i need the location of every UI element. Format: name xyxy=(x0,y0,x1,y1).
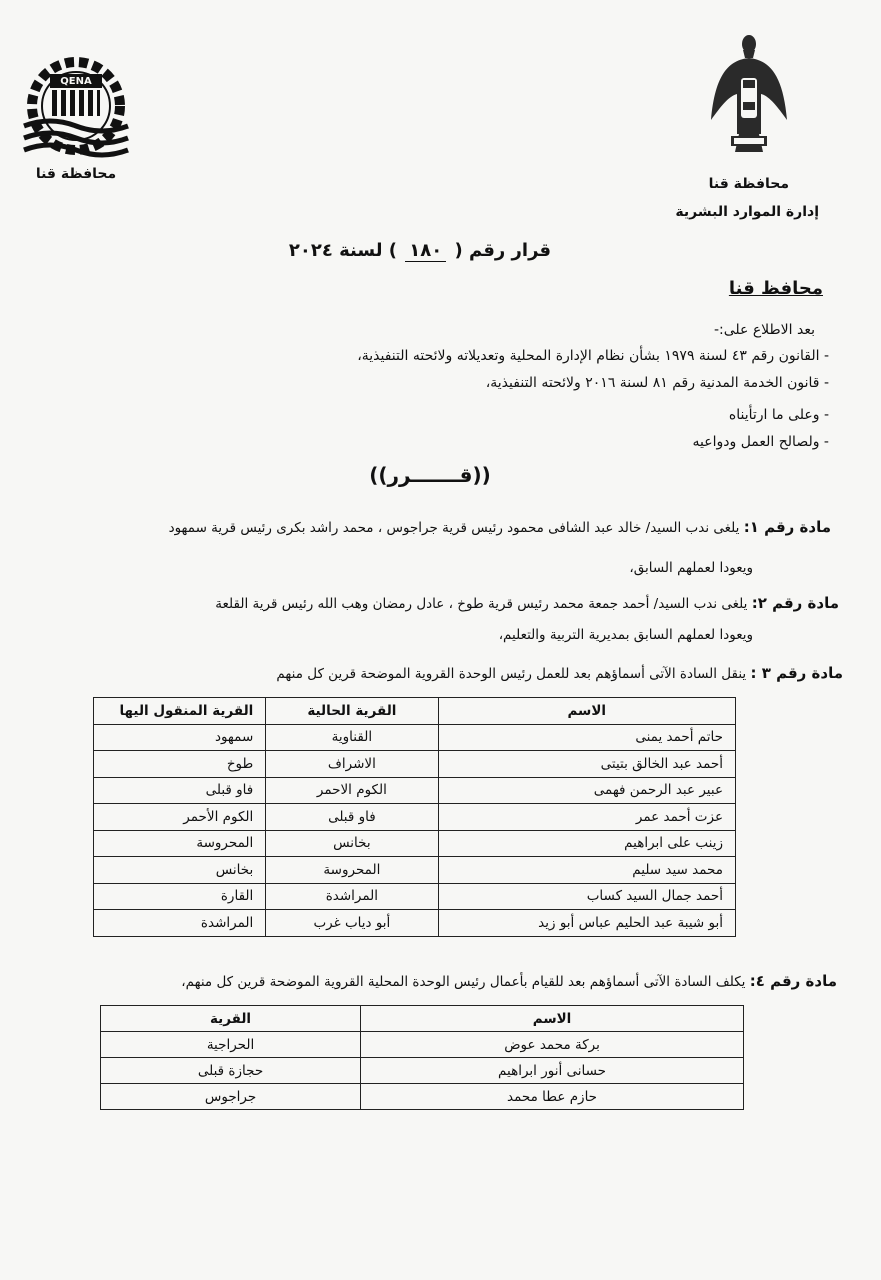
article-text: ينقل السادة الآتى أسماؤهم بعد للعمل رئيس الوحدة القروية الموضحة قرين كل منهم xyxy=(276,666,747,682)
table-cell: جراجوس xyxy=(101,1084,361,1110)
table-cell: أبو شيبة عبد الحليم عباس أبو زيد xyxy=(438,910,736,937)
article-text: يكلف السادة الآتى أسماؤهم بعد للقيام بأعمال رئيس الوحدة المحلية القروية الموضحة قرين كل منهم، xyxy=(181,974,746,990)
table-cell: المراشدة xyxy=(266,883,438,910)
table-row xyxy=(101,1084,744,1110)
article-text: يلغى ندب السيد/ أحمد جمعة محمد رئيس قرية طوخ ، عادل رمضان وهب الله رئيس قرية القلعة xyxy=(215,596,748,612)
table-cell: سمهود xyxy=(94,724,266,751)
logo-latin-text: QENA xyxy=(60,76,92,87)
column-header: القرية xyxy=(101,1006,361,1032)
preamble-item: - القانون رقم ٤٣ لسنة ١٩٧٩ بشأن نظام الإدارة المحلية وتعديلاته ولائحته التنفيذية، xyxy=(357,348,829,364)
preamble-intro: بعد الاطلاع على:- xyxy=(713,322,815,338)
table-row xyxy=(94,777,736,804)
table-cell: بركة محمد عوض xyxy=(361,1032,744,1058)
table-cell: أبو دياب غرب xyxy=(266,910,438,937)
article-label: مادة رقم ٢: xyxy=(751,594,839,612)
issuer-title: محافظ قنا xyxy=(728,278,823,299)
egypt-eagle-emblem-icon xyxy=(709,24,789,156)
column-header: الاسم xyxy=(438,698,736,725)
table-cell: أحمد جمال السيد كساب xyxy=(438,883,736,910)
article-4 xyxy=(181,972,837,990)
table-header-row xyxy=(101,1006,744,1032)
governorate-name: محافظة قنا xyxy=(708,176,789,192)
article-2-continuation: ويعودا لعملهم السابق بمديرية التربية والتعليم، xyxy=(498,627,753,643)
preamble-item: - ولصالح العمل ودواعيه xyxy=(692,434,829,450)
article-label: مادة رقم ٣ : xyxy=(750,664,843,682)
table-cell: محمد سيد سليم xyxy=(438,857,736,884)
table-cell: زينب على ابراهيم xyxy=(438,830,736,857)
table-cell: المحروسة xyxy=(94,830,266,857)
column-header: القرية الحالية xyxy=(266,698,438,725)
article-2 xyxy=(215,594,839,612)
logo-arabic-text: محافظة قنا xyxy=(35,166,117,182)
department-name: إدارة الموارد البشرية xyxy=(675,204,819,220)
decision-title xyxy=(260,240,580,262)
article-label: مادة رقم ٤: xyxy=(749,972,837,990)
table-cell: حاتم أحمد يمنى xyxy=(438,724,736,751)
table-row xyxy=(94,751,736,778)
table-cell: بخانس xyxy=(266,830,438,857)
table-cell: أحمد عبد الخالق بتيتى xyxy=(438,751,736,778)
decision-number: ١٨٠ xyxy=(405,240,446,262)
article-text: يلغى ندب السيد/ خالد عبد الشافى محمود رئيس قرية جراجوس ، محمد راشد بكرى رئيس قرية سمهود xyxy=(168,520,740,536)
preamble-item: - وعلى ما ارتأيناه xyxy=(728,407,829,423)
table-cell: الكوم الأحمر xyxy=(94,804,266,831)
table-cell: عبير عبد الرحمن فهمى xyxy=(438,777,736,804)
table-row xyxy=(101,1032,744,1058)
table-cell: عزت أحمد عمر xyxy=(438,804,736,831)
table-cell: المراشدة xyxy=(94,910,266,937)
table-cell: حسانى أنور ابراهيم xyxy=(361,1058,744,1084)
table-row xyxy=(94,910,736,937)
qena-governorate-logo-icon xyxy=(20,56,132,186)
table-header-row xyxy=(94,698,736,725)
table-row xyxy=(101,1058,744,1084)
table-row xyxy=(94,724,736,751)
decided-heading: ((قـــــــرر)) xyxy=(369,463,491,487)
table-cell: الكوم الاحمر xyxy=(266,777,438,804)
column-header: القرية المنقول اليها xyxy=(94,698,266,725)
table-row xyxy=(94,830,736,857)
table-row xyxy=(94,883,736,910)
table-cell: طوخ xyxy=(94,751,266,778)
table-cell: بخانس xyxy=(94,857,266,884)
assignment-table xyxy=(100,1005,744,1110)
table-cell: القارة xyxy=(94,883,266,910)
table-cell: حجازة قبلى xyxy=(101,1058,361,1084)
table-row xyxy=(94,857,736,884)
decision-title-suffix: ) لسنة ٢٠٢٤ xyxy=(288,240,397,261)
table-row xyxy=(94,804,736,831)
article-label: مادة رقم ١: xyxy=(743,518,831,536)
preamble-item: - قانون الخدمة المدنية رقم ٨١ لسنة ٢٠١٦ ولائحته التنفيذية، xyxy=(485,375,829,391)
decision-title-prefix: قرار رقم ( xyxy=(454,240,552,261)
table-cell: الحراجية xyxy=(101,1032,361,1058)
article-1 xyxy=(169,518,831,536)
table-cell: فاو قبلى xyxy=(94,777,266,804)
article-1-continuation: ويعودا لعملهم السابق، xyxy=(629,560,753,576)
article-3 xyxy=(276,664,843,682)
table-cell: الاشراف xyxy=(266,751,438,778)
table-cell: فاو قبلى xyxy=(266,804,438,831)
transfer-table xyxy=(93,697,736,937)
table-cell: المحروسة xyxy=(266,857,438,884)
table-cell: القناوية xyxy=(266,724,438,751)
table-cell: حازم عطا محمد xyxy=(361,1084,744,1110)
column-header: الاسم xyxy=(361,1006,744,1032)
